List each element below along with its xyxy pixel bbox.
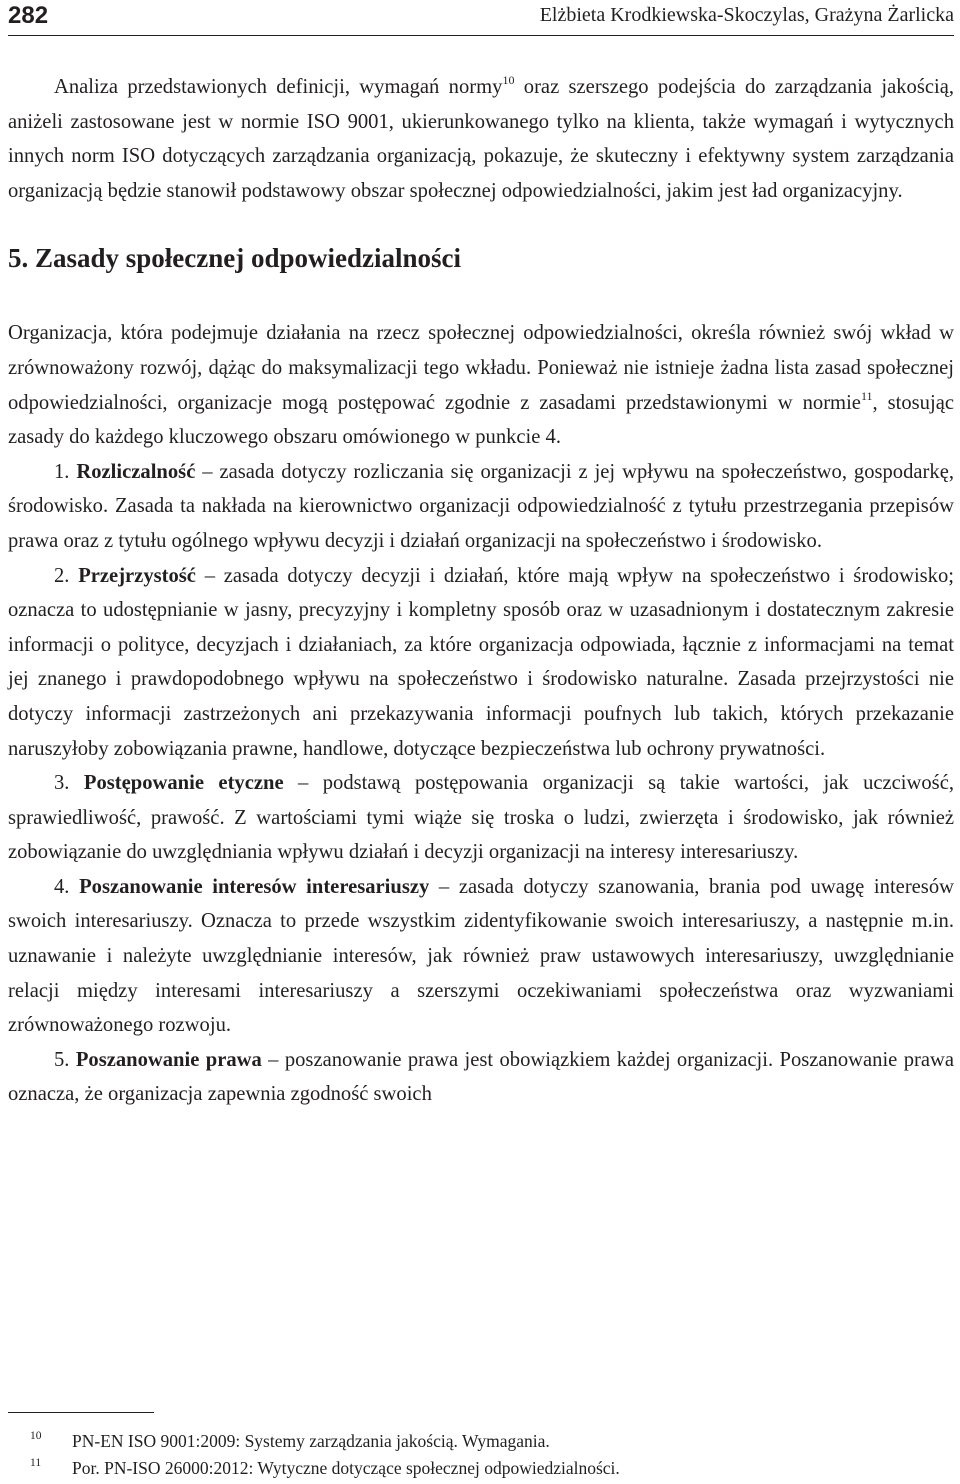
principle-number: 4. [54, 875, 80, 898]
running-header [8, 0, 954, 34]
principle-number: 3. [54, 772, 84, 795]
section-text-2: , stosując zasady do każdego kluczowego obszaru omówionego w punkcie 4. [8, 391, 954, 449]
intro-paragraph [8, 70, 954, 208]
running-header-authors: Elżbieta Krodkiewska-Skoczylas, Grażyna Żarlicka [539, 4, 954, 26]
principle-title: Rozliczalność [76, 460, 196, 483]
footnote-ref-11[interactable]: 11 [860, 388, 873, 403]
page-number: 282 [8, 2, 49, 29]
footnotes [8, 1428, 954, 1482]
principle-number: 2. [54, 564, 79, 587]
footnote-text: Por. PN-ISO 26000:2012: Wytyczne dotyczące społecznej odpowiedzialności. [72, 1458, 620, 1478]
principle-title: Postępowanie etyczne [83, 772, 284, 795]
principle-title: Poszanowanie prawa [75, 1048, 262, 1071]
footnote-rule [8, 1412, 154, 1413]
intro-text-2: oraz szerszego podejścia do zarządzania jakością, aniżeli zastosowane jest w normie ISO 9001, ukierunkowanego tylko na klienta, także wymagań i wytycznych innych norm ISO dotyczących zarządzania organizacją, pokazuje, że skuteczny i efektywny system zarządzania organizacją będzie stanowił podstawowy obszar społecznej odpowiedzialności, jakim jest ład organizacyjny. [8, 76, 954, 202]
body-text [8, 70, 954, 1112]
principle-item [8, 870, 954, 1043]
footnote-text: PN-EN ISO 9001:2009: Systemy zarządzania jakością. Wymagania. [72, 1431, 550, 1451]
principle-item [8, 455, 954, 559]
principle-text: – zasada dotyczy szanowania, brania pod uwagę interesów swoich interesariuszy. Oznacza to przede wszystkim zidentyfikowanie swoich interesariuszy, a następnie m.in. uznawanie i należyte uwzględnianie interesów, jak również praw ustawowych interesariuszy, uwzględnianie relacji między interesami interesariuszy a szerszymi oczekiwaniami społeczeństwa oraz wyzwaniami zrównoważonego rozwoju. [8, 875, 954, 1037]
footnote [8, 1428, 954, 1455]
principle-text: – zasada dotyczy decyzji i działań, które mają wpływ na społeczeństwo i środowisko; oznacza to udostępnianie w jasny, precyzyjny i kompletny sposób oraz w uzasadnionym i dostatecznym zakresie informacji o polityce, decyzjach i działaniach, za które organizacja odpowiada, łącznie z informacjami na temat jej znanego i prawdopodobnego wpływu na społeczeństwo i środowisko naturalne. Zasada przejrzystości nie dotyczy informacji zastrzeżonych ani przekazywania informacji poufnych lub takich, których przekazanie naruszyłoby zobowiązania prawne, handlowe, dotyczące bezpieczeństwa lub ochrony prywatności. [8, 564, 954, 760]
footnote [8, 1455, 954, 1482]
principle-item [8, 559, 954, 767]
principle-number: 1. [54, 460, 77, 483]
principle-item [8, 766, 954, 870]
footnote-number: 11 [30, 1457, 42, 1469]
section-heading: 5. Zasady społecznej odpowiedzialności [8, 243, 462, 274]
footnote-number: 10 [30, 1430, 42, 1442]
principle-item [8, 1043, 954, 1112]
principle-title: Przejrzystość [78, 564, 196, 587]
principle-number: 5. [54, 1048, 76, 1071]
intro-text-1: Analiza przedstawionych definicji, wymagań normy [54, 76, 503, 98]
principle-text: – poszanowanie prawa jest obowiązkiem każdej organizacji. Poszanowanie prawa oznacza, że organizacja zapewnia zgodność swoich [8, 1048, 954, 1106]
principle-title: Poszanowanie interesów interesariuszy [79, 875, 430, 898]
footnote-ref-10[interactable]: 10 [502, 73, 515, 87]
principle-text: – zasada dotyczy rozliczania się organizacji z jej wpływu na społeczeństwo, gospodarkę, środowisko. Zasada ta nakłada na kierownictwo organizacji odpowiedzialność z tytułu przestrzegania przepisów prawa oraz z tytułu ogólnego wpływu decyzji i działań organizacji na społeczeństwo i środowisko. [8, 460, 954, 552]
principle-text: – podstawą postępowania organizacji są takie wartości, jak uczciwość, sprawiedliwość, prawość. Z wartościami tymi wiąże się troska o ludzi, zwierzęta i środowisko, jak również zobowiązanie do uwzględniania wpływu działań i decyzji organizacji na interesy interesariuszy. [8, 772, 954, 864]
section-text-1: Organizacja, która podejmuje działania na rzecz społecznej odpowiedzialności, określa również swój wkład w zrównoważony rozwój, dążąc do maksymalizacji tego wkładu. Ponieważ nie istnieje żadna lista zasad społecznej odpowiedzialności, organizacje mogą postępować zgodnie z zasadami przedstawionymi w normie [8, 322, 954, 414]
header-rule [8, 35, 954, 36]
section-paragraph [8, 316, 954, 454]
